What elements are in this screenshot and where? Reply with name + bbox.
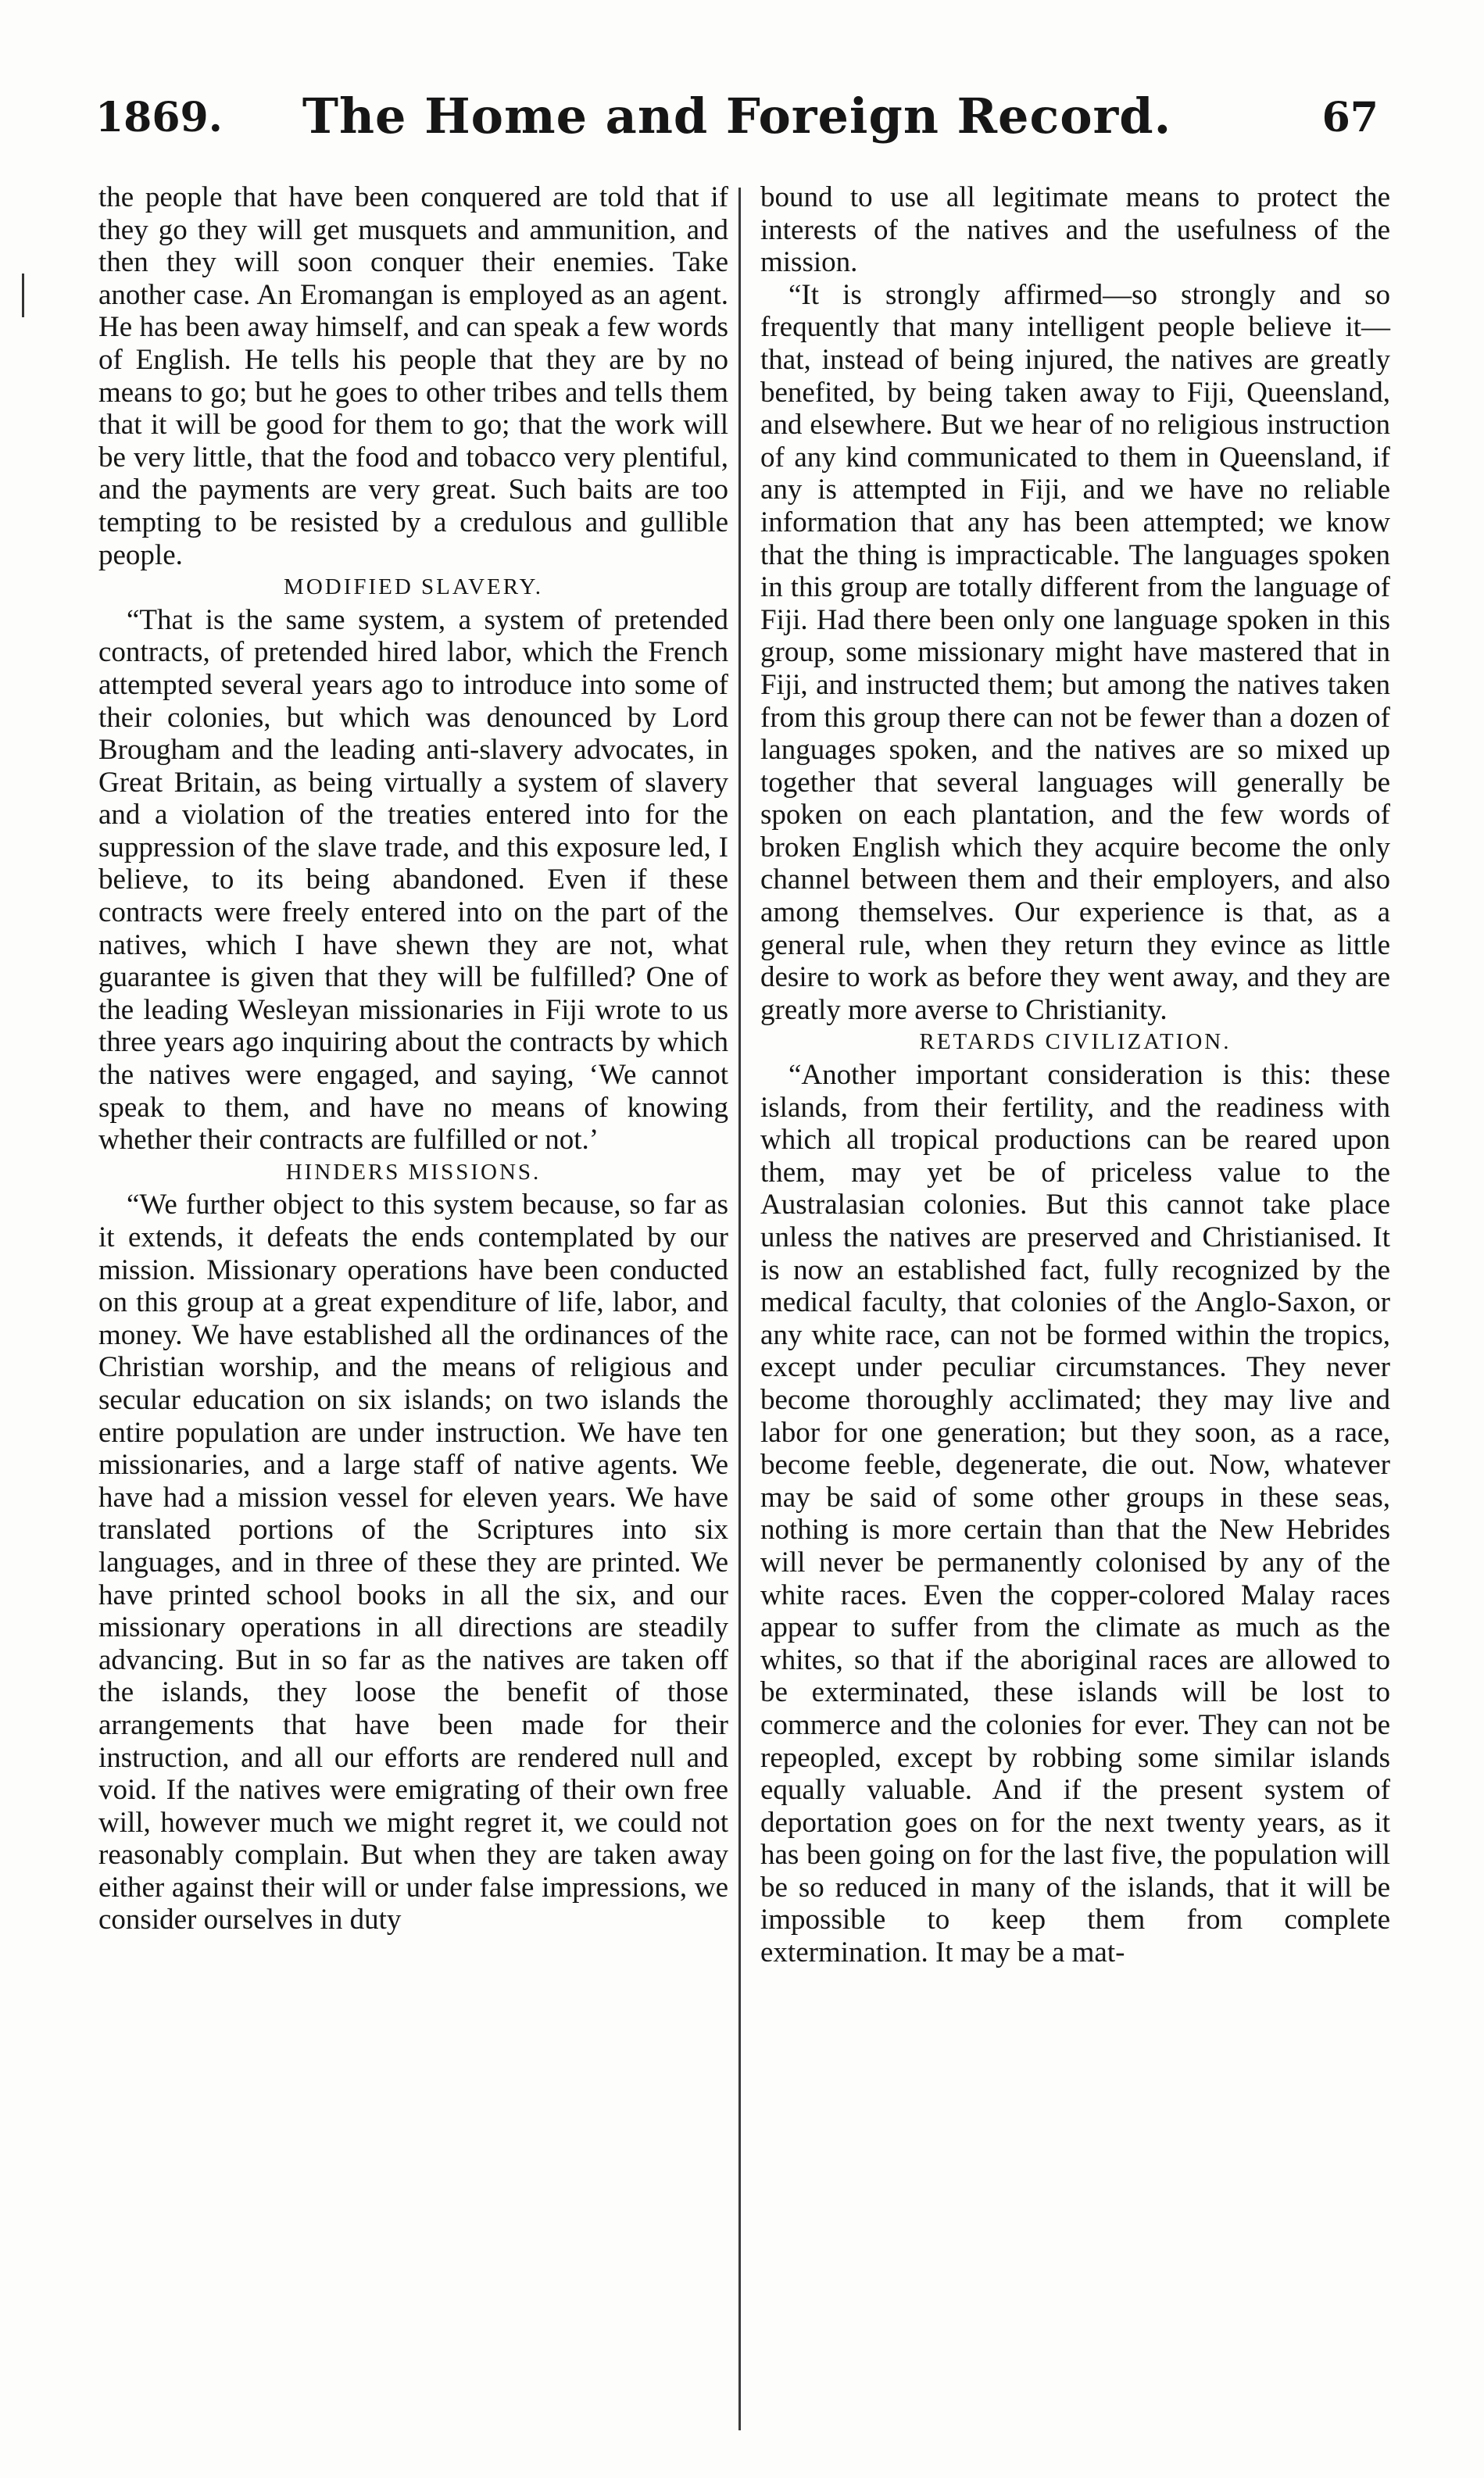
column-divider xyxy=(738,188,741,2430)
header-year: 1869. xyxy=(95,94,223,141)
paragraph: the people that have been conquered are told that if they go they will get musquets and ammunition, and then they will soon conquer their enemies. Take another case. An Eromangan is employed as an agent. He has been away himself, and can speak a few words of English. He tells his people that they are by no means to go; but he goes to other tribes and tells them that it will be good for them to go; that the work will be very little, that the food and tobacco very plentiful, and the payments are very great. Such baits are too tempting to be resisted by a credulous and gullible people. xyxy=(98,181,728,571)
margin-mark xyxy=(22,274,24,317)
section-heading: HINDERS MISSIONS. xyxy=(285,1159,542,1185)
section-heading: RETARDS CIVILIZATION. xyxy=(919,1029,1232,1055)
paragraph: “We further object to this system because, so far as it extends, it defeats the ends contemplated by our mission. Missionary operations have been conducted on this group at a great expenditure of life, labor, and money. We have established all the ordinances of the Christian worship, and the means of religious and secular education on six islands; on two islands the entire population are under instruction. We have ten missionaries, and a large staff of native agents. We have had a mission vessel for eleven years. We have translated portions of the Scriptures into six languages, and in three of these they are printed. We have printed school books in all the six, and our missionary operations in all directions are steadily advancing. But in so far as the natives are taken off the islands, they loose the benefit of those arrangements that have been made for their instruction, and all our efforts are rendered null and void. If the natives were emigrating of their own free will, however much we might regret it, we could not reasonably complain. But when they are taken away either against their will or under false impressions, we consider ourselves in duty xyxy=(98,1189,728,1936)
section-heading: MODIFIED SLAVERY. xyxy=(284,574,543,600)
paragraph: “That is the same system, a system of pretended contracts, of pretended hired labor, which the French attempted several years ago to introduce into some of their colonies, but which was denounced by Lord Brougham and the leading anti-slavery advocates, in Great Britain, as being virtually a system of slavery and a violation of the treaties entered into for the suppression of the slave trade, and this exposure led, I believe, to its being abandoned. Even if these contracts were freely entered into on the part of the natives, which I have shewn they are not, what guarantee is given that they will be fulfilled? One of the leading Wesleyan missionaries in Fiji wrote to us three years ago inquiring about the contracts by which the natives were engaged, and saying, ‘We cannot speak to them, and have no means of knowing whether their contracts are fulfilled or not.’ xyxy=(98,603,728,1157)
right-column xyxy=(760,181,1390,1969)
paragraph: “Another important consideration is this: these islands, from their fertility, and the readiness with which all tropical productions can be reared upon them, may yet be of priceless value to the Australasian colonies. But this cannot take place unless the natives are preserved and Christianised. It is now an established fact, fully recognized by the medical faculty, that colonies of the Anglo-Saxon, or any white race, can not be formed within the tropics, except under peculiar circumstances. They never become thoroughly acclimated; they may live and labor for one generation; but they soon, as a race, become feeble, degenerate, die out. Now, whatever may be said of some other groups in these seas, nothing is more certain than that the New Hebrides will never be permanently colonised by any of the white races. Even the copper-colored Malay races appear to suffer from the climate as much as the whites, so that if the aboriginal races are allowed to be exterminated, these islands will be lost to commerce and the colonies for ever. They can not be repeopled, except by robbing some similar islands equally valuable. And if the present system of deportation goes on for the next twenty years, as it has been going on for the last five, the population will be so reduced in many of the islands, that it will be impossible to keep them from complete extermination. It may be a mat- xyxy=(760,1059,1390,1969)
page-header xyxy=(95,84,1379,155)
left-column xyxy=(98,181,728,1936)
paragraph: “It is strongly affirmed—so strongly and so frequently that many intelligent people believe it—that, instead of being injured, the natives are greatly benefited, by being taken away to Fiji, Queensland, and elsewhere. But we hear of no religious instruction of any kind communicated to them in Queensland, if any is attempted in Fiji, and we have no reliable information that any has been attempted; we know that the thing is impracticable. The languages spoken in this group are totally different from the language of Fiji. Had there been only one language spoken in this group, some missionary might have mastered that in Fiji, and instructed them; but among the natives taken from this group there can not be fewer than a dozen of languages spoken, and the natives are so mixed up together that several languages will generally be spoken on each plantation, and the few words of broken English which they acquire become the only channel between them and their employers, and also among themselves. Our experience is that, as a general rule, when they return they evince as little desire to work as before they went away, and they are greatly more averse to Christianity. xyxy=(760,278,1390,1026)
page-number: 67 xyxy=(1321,94,1379,141)
header-title: The Home and Foreign Record. xyxy=(302,88,1172,145)
paragraph: bound to use all legitimate means to protect the interests of the natives and the usefulness of the mission. xyxy=(760,181,1390,279)
